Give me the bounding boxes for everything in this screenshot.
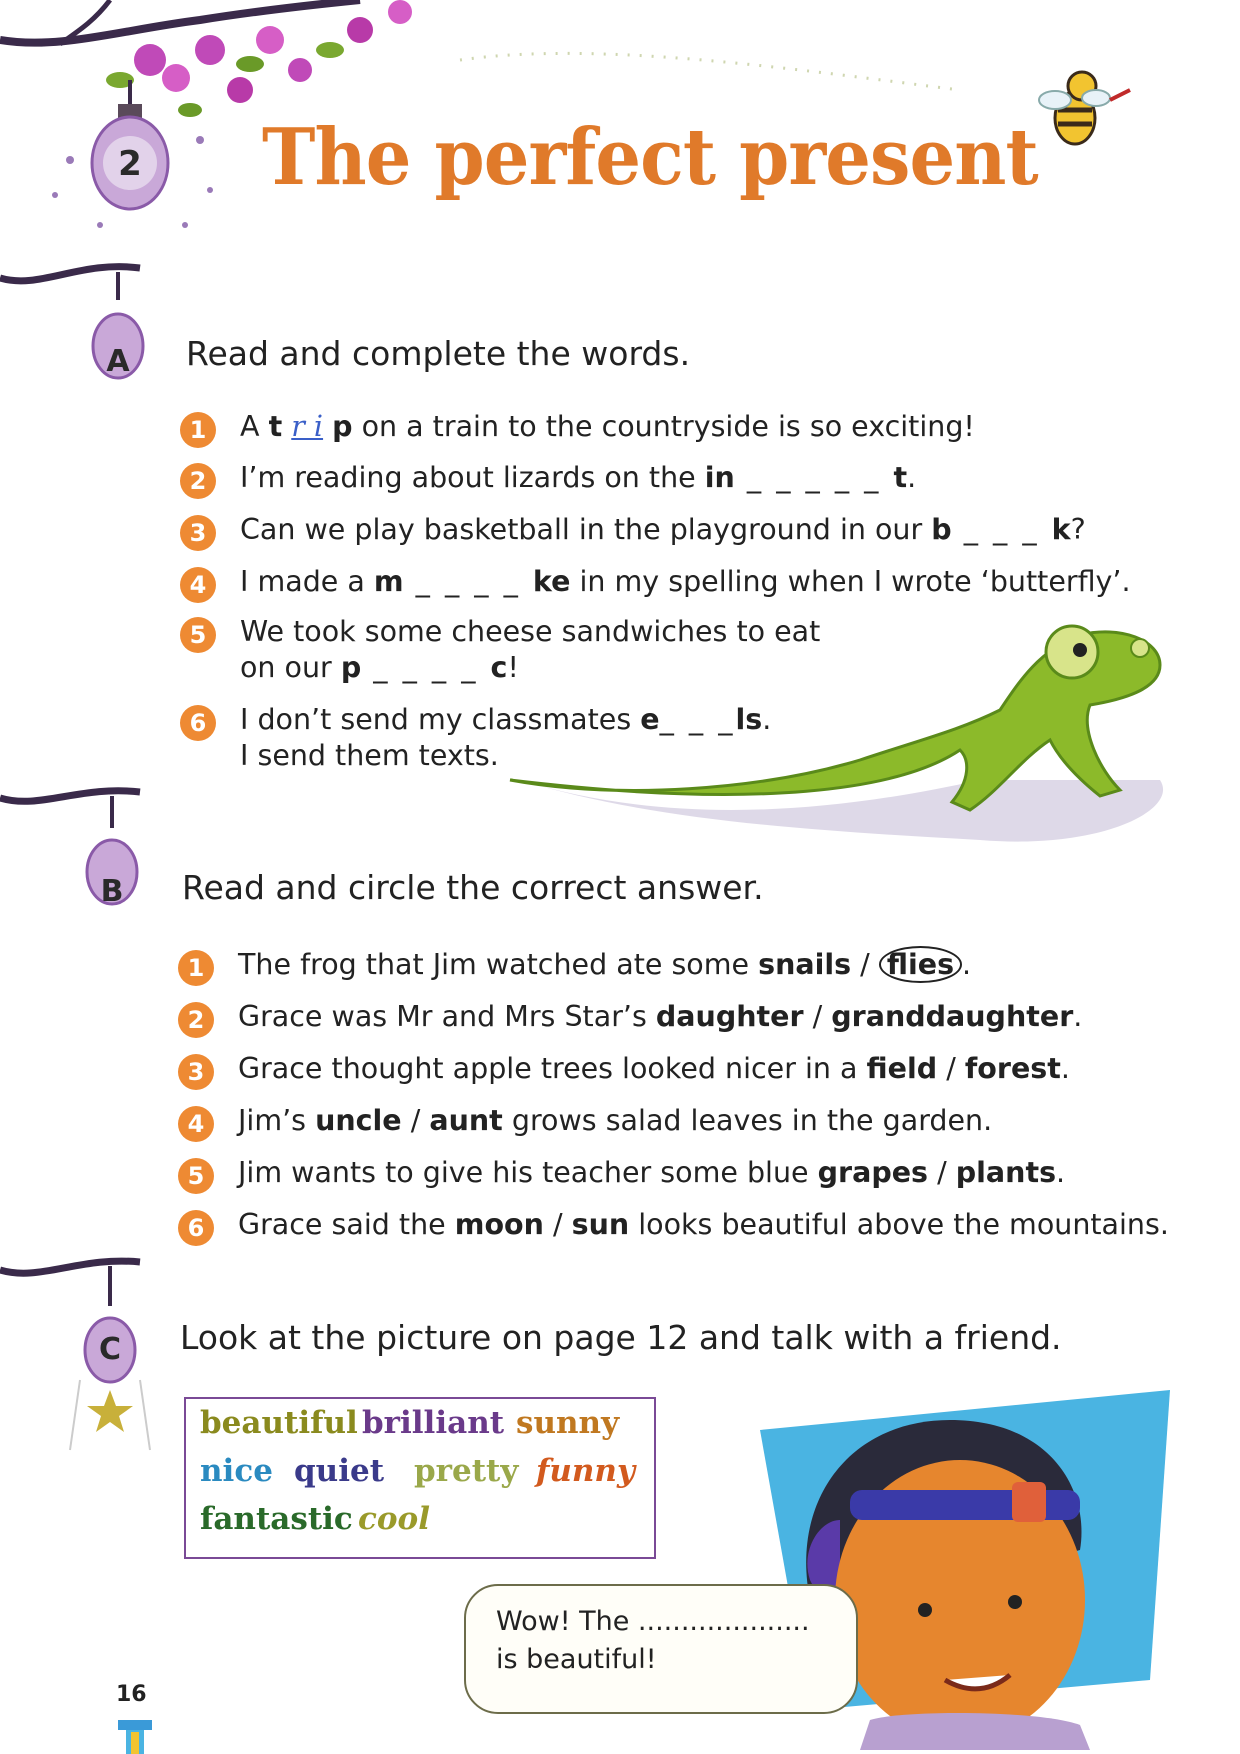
word-bank-item: nice <box>200 1453 273 1489</box>
bubble-line-1: Wow! The .................... <box>496 1606 810 1637</box>
list-item: 1 A t r i p on a train to the countryside is so exciting! <box>180 410 1180 454</box>
lizard-illustration <box>500 620 1200 870</box>
blank-field: _ _ _ _ _ <box>734 461 894 494</box>
list-item: 4 I made a m _ _ _ _ ke in my spelling when I wrote ‘butterfly’. <box>180 565 1180 609</box>
list-item: 5 Jim wants to give his teacher some blue grapes / plants. <box>178 1156 1178 1200</box>
section-a-heading: Read and complete the words. <box>186 334 691 373</box>
list-item: 5 We took some cheese sandwiches to eat on our p _ _ _ _ c! <box>180 615 1180 695</box>
section-c-bulb-icon <box>0 1230 160 1460</box>
section-c-badge: C <box>98 1332 122 1367</box>
page-title: The perfect present <box>262 112 1038 203</box>
unit-number: 2 <box>118 144 142 184</box>
list-item: 3 Can we play basketball in the playground in our b _ _ _ k? <box>180 513 1180 557</box>
word-bank-item: cool <box>358 1501 431 1537</box>
blank-field: _ _ _ <box>659 703 736 736</box>
section-b-heading: Read and circle the correct answer. <box>182 868 764 907</box>
blank-field: _ _ _ <box>951 513 1052 546</box>
flower-icon <box>106 0 412 117</box>
blank-field: _ _ _ _ <box>403 565 533 598</box>
bee-icon <box>1039 72 1130 144</box>
bubble-line-2: is beautiful! <box>496 1644 657 1675</box>
word-box <box>184 1397 656 1559</box>
list-item: 6 I don’t send my classmates e_ _ _ls. I send them texts. <box>180 703 1180 783</box>
word-bank-item: pretty <box>414 1453 519 1489</box>
list-item: 1 The frog that Jim watched ate some snails / flies . <box>178 948 1178 992</box>
blank-field: _ _ _ _ <box>361 651 491 684</box>
word-bank-item: brilliant <box>362 1405 505 1441</box>
list-item: 2 Grace was Mr and Mrs Star’s daughter / granddaughter. <box>178 1000 1178 1044</box>
page-number: 16 <box>116 1682 147 1707</box>
section-b-badge: B <box>100 874 124 909</box>
word-bank-item: beautiful <box>200 1405 358 1441</box>
footer-lamp-icon <box>100 1718 170 1754</box>
section-a-badge: A <box>106 344 130 379</box>
word-bank-item: quiet <box>294 1453 385 1489</box>
word-bank-item: fantastic <box>200 1501 353 1537</box>
list-item: 4 Jim’s uncle / aunt grows salad leaves in the garden. <box>178 1104 1178 1148</box>
list-item: 2 I’m reading about lizards on the in _ _ _ _ _ t. <box>180 461 1180 505</box>
list-item: 6 Grace said the moon / sun looks beautiful above the mountains. <box>178 1208 1178 1252</box>
word-bank-item: sunny <box>516 1405 620 1441</box>
section-c-heading: Look at the picture on page 12 and talk with a friend. <box>180 1318 1062 1357</box>
speech-bubble <box>464 1584 858 1714</box>
answer-text: r i <box>291 410 324 443</box>
list-item: 3 Grace thought apple trees looked nicer in a field / forest. <box>178 1052 1178 1096</box>
circled-answer: flies <box>879 946 962 983</box>
word-bank-item: funny <box>536 1453 635 1489</box>
